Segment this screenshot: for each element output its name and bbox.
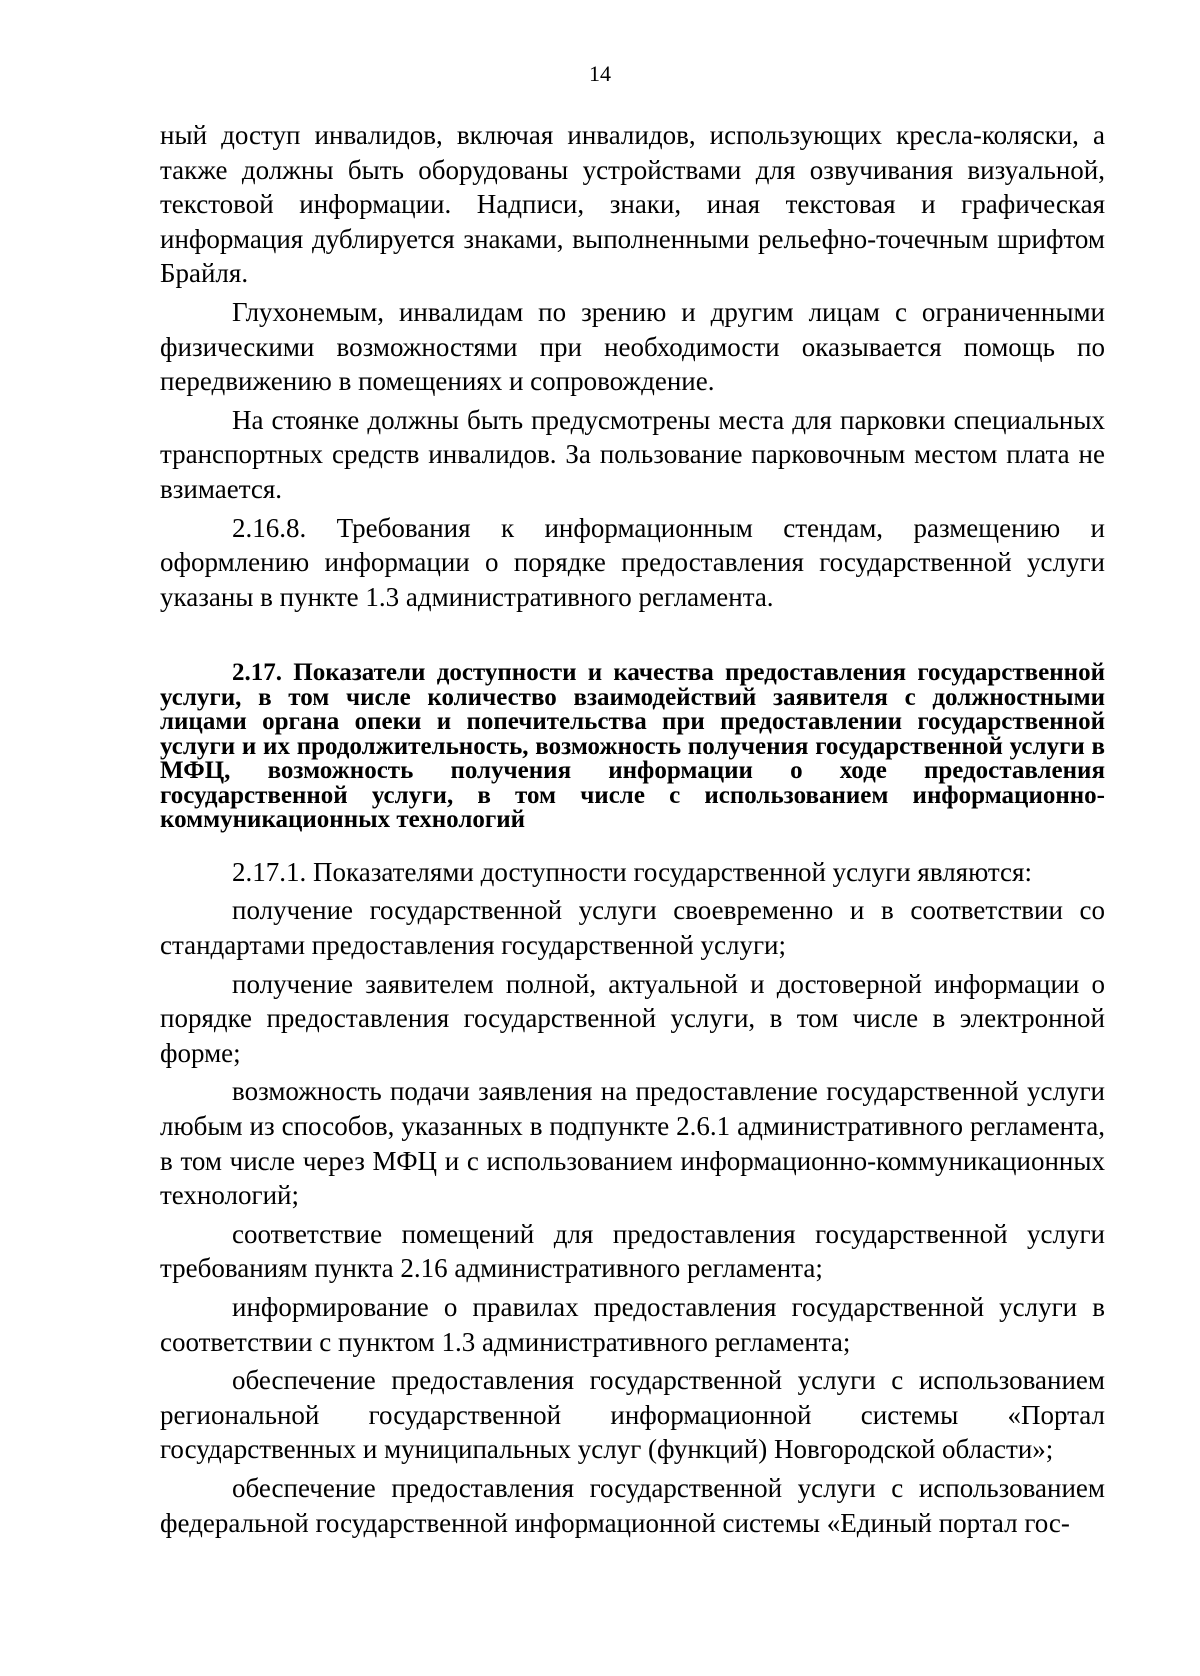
paragraph: 2.17.1. Показателями доступности государственной услуги являются: [232,856,1032,887]
list-item: соответствие помещений для предоставления государственной услуги требованиям пункта 2.16 административного регламента; [160,1218,1105,1284]
list-item: обеспечение предоставления государственной услуги с использованием региональной государственной информационной системы «Портал государственных и муниципальных услуг (функций) Новгородской области»; [160,1365,1105,1465]
list-item: информирование о правилах предоставления государственной услуги в соответствии с пунктом 1.3 административного регламента; [160,1291,1105,1357]
paragraph: 2.16.8. Требования к информационным стендам, размещению и оформлению информации о порядке предоставления государственной услуги указаны в пункте 1.3 административного регламента. [160,512,1105,612]
section-heading: 2.17. Показатели доступности и качества предоставления государственной услуги, в том числе количество взаимодействий заявителя с должностными лицами органа опеки и попечительства при предоставлении государственной услуги и их продолжительность, возможность получения государственной услуги в МФЦ, возможность получения информации о ходе предоставления государственной услуги, в том числе с использованием информационно-коммуникационных технологий [160,659,1105,834]
paragraph: Глухонемым, инвалидам по зрению и другим лицам с ограниченными физическими возможностями при необходимости оказывается помощь по передвижению в помещениях и сопровождение. [160,296,1105,397]
paragraph-continuation: ный доступ инвалидов, включая инвалидов, использующих кресла-коляски, а также должны быть оборудованы устройствами для озвучивания визуальной, текстовой информации. Надписи, знаки, иная текстовая и графическая информация дублируется знаками, выполненными рельефно-точечным шрифтом Брайля. [160,120,1105,289]
list-item: получение заявителем полной, актуальной и достоверной информации о порядке предоставления государственной услуги, в том числе в электронной форме; [160,968,1105,1068]
page-number: 14 [589,61,611,86]
list-item: обеспечение предоставления государственной услуги с использованием федеральной государственной информационной системы «Единый портал гос- [160,1472,1105,1538]
list-item: возможность подачи заявления на предоставление государственной услуги любым из способов, указанных в подпункте 2.6.1 административного регламента, в том числе через МФЦ и с использованием информационно-коммуникационных технологий; [160,1076,1105,1211]
list-item: получение государственной услуги своевременно и в соответствии со стандартами предоставления государственной услуги; [160,895,1105,960]
paragraph: На стоянке должны быть предусмотрены места для парковки специальных транспортных средств инвалидов. За пользование парковочным местом плата не взимается. [160,404,1105,504]
document-body [160,118,1105,1540]
